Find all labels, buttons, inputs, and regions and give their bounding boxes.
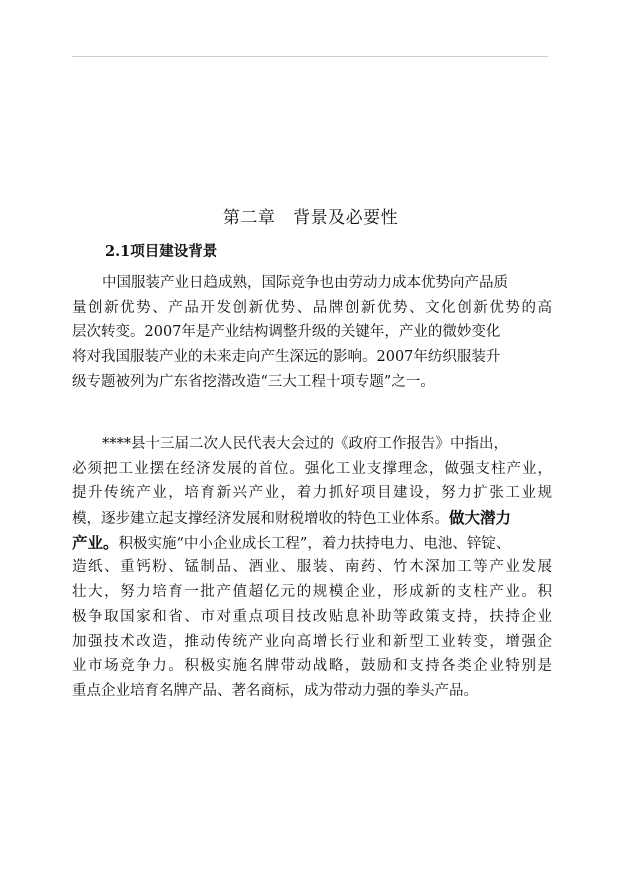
paragraph-line: 中国服装产业日趋成熟，国际竞争也由劳动力成本优势向产品质 <box>102 275 508 291</box>
paragraph-line: 造纸、重钙粉、锰制品、酒业、服装、南药、竹木深加工等产业发展 <box>72 559 552 576</box>
emphasis-text: 产业。 <box>72 532 119 552</box>
paragraph-line: 极争取国家和省、市对重点项目技改贴息补助等政策支持，扶持企业 <box>72 608 552 625</box>
paragraph-line: 级专题被列为广东省挖潜改造“三大工程十项专题”之一。 <box>72 373 435 390</box>
paragraph-line <box>72 506 552 531</box>
paragraph-line: 重点企业培育名牌产品、著名商标，成为带动力强的拳头产品。 <box>72 682 478 699</box>
paragraph-line: 将对我国服装产业的未来走向产生深远的影响。2007年纺织服装升 <box>72 349 501 366</box>
paragraph-text: 积极实施“中小企业成长工程”，着力扶持电力、电池、锌锭、 <box>118 535 511 552</box>
paragraph-line <box>72 531 552 556</box>
section-heading: 2.1项目建设背景 <box>105 243 218 260</box>
paragraph-line: 必须把工业摆在经济发展的首位。强化工业支撑理念，做强支柱产业， <box>72 460 552 477</box>
header-rule <box>72 56 548 57</box>
chapter-title: 第二章 背景及必要性 <box>222 208 399 228</box>
paragraph-line: 量创新优势、产品开发创新优势、品牌创新优势、文化创新优势的高 <box>72 299 552 316</box>
paragraph-line: 业市场竞争力。积极实施名牌带动战略，鼓励和支持各类企业特别是 <box>72 658 552 675</box>
paragraph-line: 提升传统产业，培育新兴产业，着力抓好项目建设，努力扩张工业规 <box>72 485 552 502</box>
paragraph-line: 壮大，努力培育一批产值超亿元的规模企业，形成新的支柱产业。积 <box>72 584 552 601</box>
emphasis-text: 做大潜力 <box>449 508 512 528</box>
paragraph-line: ****县十三届二次人民代表大会过的《政府工作报告》中指出， <box>102 436 508 452</box>
paragraph-government-report <box>72 432 552 704</box>
paragraph-industry-background <box>72 271 552 394</box>
paragraph-line: 层次转变。2007年是产业结构调整升级的关键年，产业的微妙变化 <box>72 324 501 341</box>
paragraph-text: 模，逐步建立起支撑经济发展和财税增收的特色工业体系。 <box>72 511 449 528</box>
paragraph-line: 加强技术改造，推动传统产业向高增长行业和新型工业转变，增强企 <box>72 633 552 650</box>
